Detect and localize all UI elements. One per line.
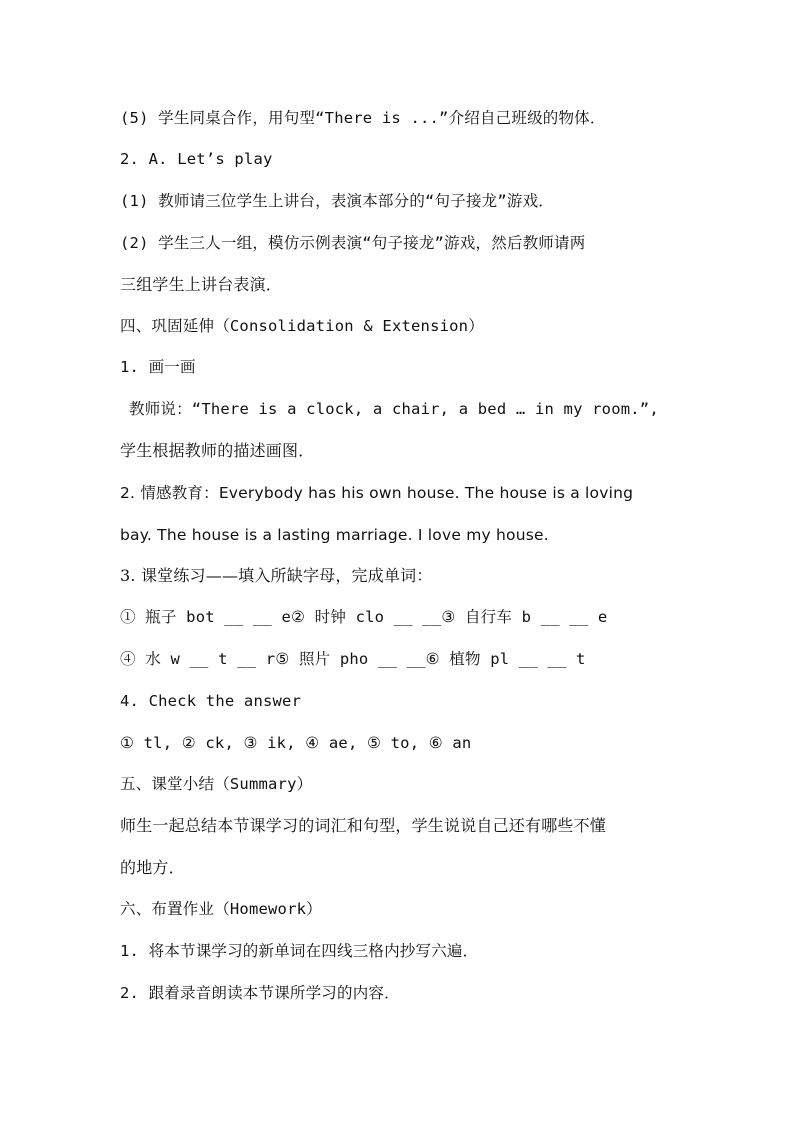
exercise-row-2: ④ 水 w __ t __ r⑤ 照片 pho __ __⑥ 植物 pl __ __ t: [120, 650, 586, 668]
text-line-lets-play: 2. A. Let’s play: [120, 150, 273, 168]
text-line-step-2: (2) 学生三人一组，模仿示例表演“句子接龙”游戏，然后教师请两: [120, 234, 586, 252]
text-line-students-draw: 学生根据教师的描述画图．: [120, 441, 315, 460]
text-line-emotion-cont: bay. The house is a lasting marriage. I love my house.: [120, 526, 549, 544]
text-line-class-exercise: 3. 课堂练习——填入所缺字母，完成单词：: [120, 566, 433, 585]
section-heading-consolidation: 四、巩固延伸（Consolidation & Extension）: [120, 317, 484, 335]
section-heading-summary: 五、课堂小结（Summary）: [120, 775, 313, 793]
answer-row: ① tl, ② ck, ③ ik, ④ ae, ⑤ to, ⑥ an: [120, 734, 472, 752]
text-line-step-5: (5) 学生同桌合作，用句型“There is ...”介绍自己班级的物体．: [120, 109, 606, 127]
text-line-check-answer: 4. Check the answer: [120, 692, 302, 710]
text-line-step-1: (1) 教师请三位学生上讲台，表演本部分的“句子接龙”游戏．: [120, 192, 554, 210]
text-line-draw: 1. 画一画: [120, 358, 196, 376]
exercise-row-1: ① 瓶子 bot __ __ e② 时钟 clo __ __③ 自行车 b __ __ e: [120, 608, 608, 626]
homework-item-1: 1. 将本节课学习的新单词在四线三格内抄写六遍．: [120, 942, 479, 960]
homework-item-2: 2. 跟着录音朗读本节课所学习的内容．: [120, 984, 400, 1002]
text-line-teacher-says: 教师说：“There is a clock, a chair, a bed … in my room.”,: [129, 400, 659, 418]
text-line-step-2-cont: 三组学生上讲台表演．: [120, 275, 283, 294]
section-heading-homework: 六、布置作业（Homework）: [120, 900, 322, 918]
text-line-emotion-education: 2. 情感教育：Everybody has his own house. The house is a loving: [120, 484, 634, 502]
text-line-summary: 师生一起总结本节课学习的词汇和句型，学生说说自己还有哪些不懂: [120, 816, 607, 835]
text-line-summary-cont: 的地方．: [120, 858, 185, 877]
